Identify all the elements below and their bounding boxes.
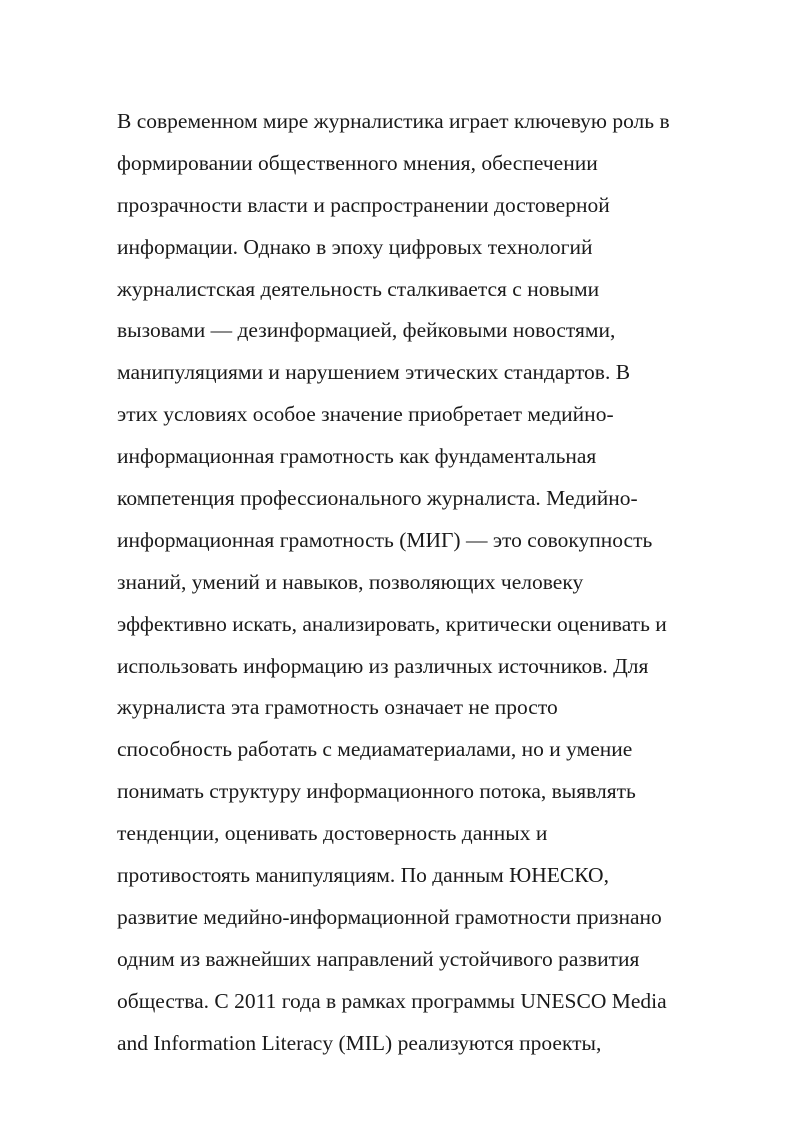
text-line: противостоять манипуляциям. По данным ЮНЕСКО, bbox=[117, 863, 609, 888]
text-line: одним из важнейших направлений устойчивого развития bbox=[117, 946, 640, 971]
text-line: манипуляциями и нарушением этических стандартов. В bbox=[117, 360, 631, 385]
text-line: формировании общественного мнения, обеспечении bbox=[117, 150, 598, 175]
text-line: информационная грамотность (МИГ) — это совокупность bbox=[117, 527, 653, 552]
text-line: В современном мире журналистика играет ключевую роль в bbox=[117, 109, 670, 133]
text-line: журналистская деятельность сталкивается с новыми bbox=[117, 276, 600, 301]
text-line: and Information Literacy (MIL) реализуются проекты, bbox=[117, 1030, 602, 1055]
text-line: информации. Однако в эпоху цифровых технологий bbox=[117, 234, 593, 259]
text-line: способность работать с медиаматериалами, но и умение bbox=[117, 737, 633, 762]
text-line: прозрачности власти и распространении достоверной bbox=[117, 192, 610, 217]
text-line: понимать структуру информационного потока, выявлять bbox=[117, 779, 636, 804]
text-line: знаний, умений и навыков, позволяющих человеку bbox=[117, 569, 584, 594]
text-line: развитие медийно-информационной грамотности признано bbox=[117, 904, 662, 929]
text-line: компетенция профессионального журналиста. Медийно- bbox=[117, 486, 638, 511]
text-line: использовать информацию из различных источников. Для bbox=[117, 653, 649, 678]
text-line: вызовами — дезинформацией, фейковыми новостями, bbox=[117, 318, 616, 343]
text-line: общества. С 2011 года в рамках программы UNESCO Media bbox=[117, 988, 667, 1013]
text-line: тенденции, оценивать достоверность данных и bbox=[117, 821, 548, 846]
text-line: эффективно искать, анализировать, критически оценивать и bbox=[117, 611, 667, 636]
text-line: информационная грамотность как фундаментальная bbox=[117, 444, 597, 469]
text-line: журналиста эта грамотность означает не просто bbox=[117, 695, 558, 720]
body-paragraph bbox=[117, 101, 757, 1064]
text-line: этих условиях особое значение приобретает медийно- bbox=[117, 402, 614, 427]
